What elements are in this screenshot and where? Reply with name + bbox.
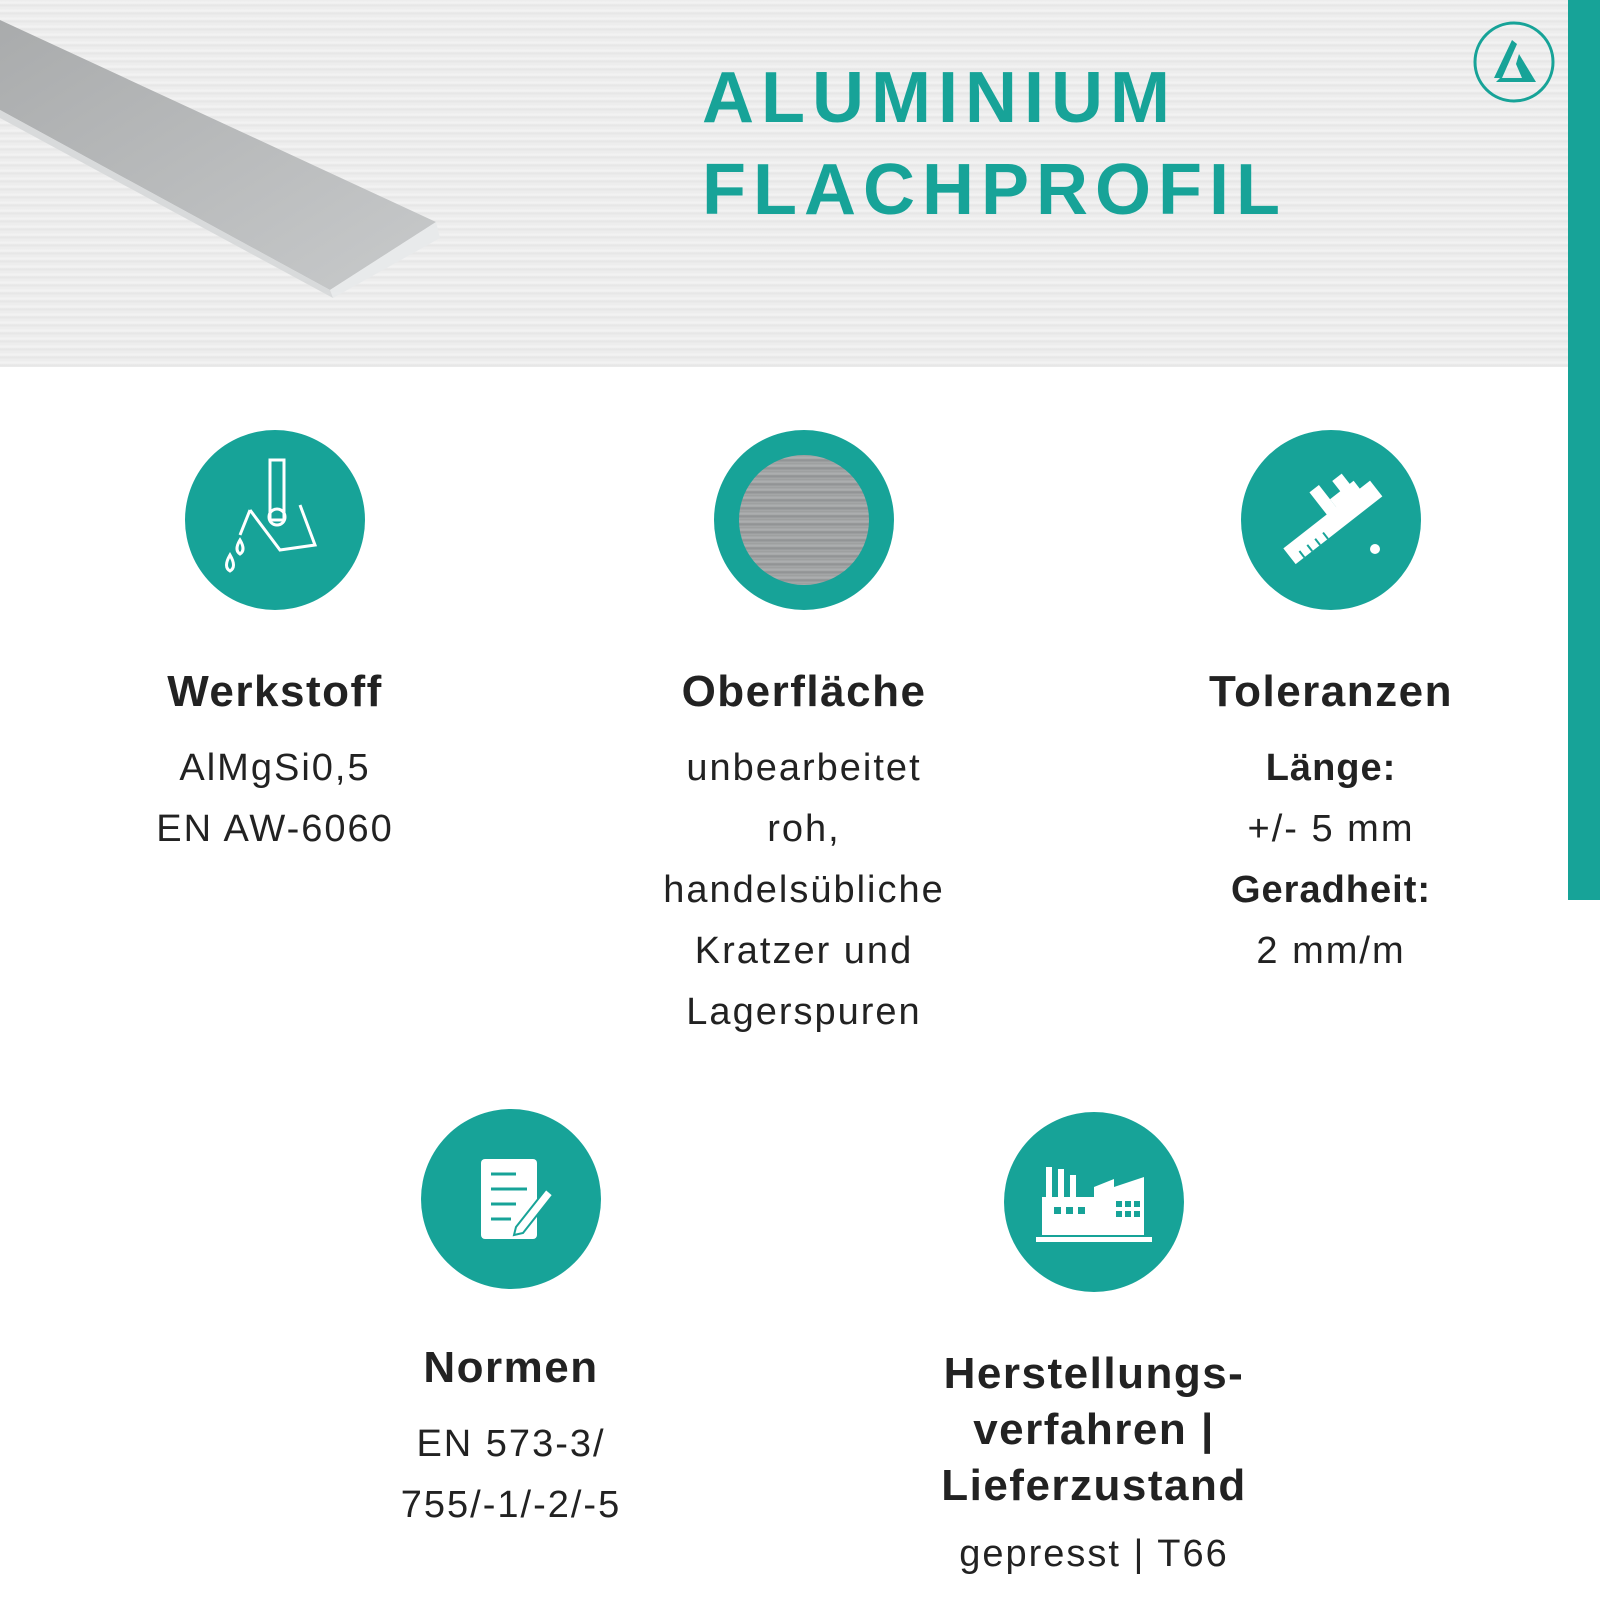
- oberflaeche-line: handelsübliche: [663, 869, 945, 911]
- toleranzen-heading: Toleranzen: [1208, 667, 1453, 716]
- werkstoff-line: EN AW-6060: [156, 808, 394, 850]
- toleranzen-icon-circle: [1241, 430, 1421, 610]
- normen-section: [301, 1340, 721, 1536]
- oberflaeche-line: roh,: [767, 808, 841, 850]
- herstellung-heading: verfahren |: [973, 1405, 1215, 1454]
- pouring-ladle-icon: [220, 455, 330, 585]
- laenge-label: Länge:: [1265, 747, 1397, 789]
- herstellung-heading: Lieferzustand: [941, 1461, 1247, 1510]
- oberflaeche-icon-circle: [714, 430, 894, 610]
- herstellung-heading: Herstellungs-: [943, 1349, 1245, 1398]
- oberflaeche-heading: Oberfläche: [681, 667, 927, 716]
- accent-sidebar: [1568, 0, 1600, 900]
- normen-line: EN 573-3/: [416, 1423, 606, 1465]
- laenge-value: +/- 5 mm: [1247, 808, 1415, 850]
- oberflaeche-line: Lagerspuren: [686, 991, 922, 1033]
- document-pen-icon: [461, 1149, 561, 1249]
- werkstoff-line: AlMgSi0,5: [179, 747, 371, 789]
- werkstoff-heading: Werkstoff: [167, 667, 383, 716]
- herstellung-section: [884, 1346, 1304, 1585]
- normen-line: 755/-1/-2/-5: [400, 1484, 622, 1526]
- brushed-surface-icon: [739, 455, 869, 585]
- toleranzen-section: [1121, 664, 1541, 982]
- title-line-1: ALUMINIUM: [702, 58, 1177, 138]
- caliper-icon: [1271, 465, 1391, 575]
- oberflaeche-section: [594, 664, 1014, 1043]
- geradheit-label: Geradheit:: [1230, 869, 1432, 911]
- oberflaeche-line: unbearbeitet: [686, 747, 922, 789]
- factory-icon: [1034, 1157, 1154, 1247]
- title-line-2: FLACHPROFIL: [702, 150, 1287, 230]
- oberflaeche-line: Kratzer und: [694, 930, 914, 972]
- aluminium-flat-bar-image: [0, 0, 450, 310]
- normen-heading: Normen: [423, 1343, 599, 1392]
- lm-logo-icon: [1472, 20, 1556, 104]
- normen-icon-circle: [421, 1109, 601, 1289]
- geradheit-value: 2 mm/m: [1256, 930, 1406, 972]
- herstellung-icon-circle: [1004, 1112, 1184, 1292]
- page-title: [702, 52, 1287, 236]
- werkstoff-section: [65, 664, 485, 860]
- herstellung-value: gepresst | T66: [959, 1533, 1229, 1575]
- werkstoff-icon-circle: [185, 430, 365, 610]
